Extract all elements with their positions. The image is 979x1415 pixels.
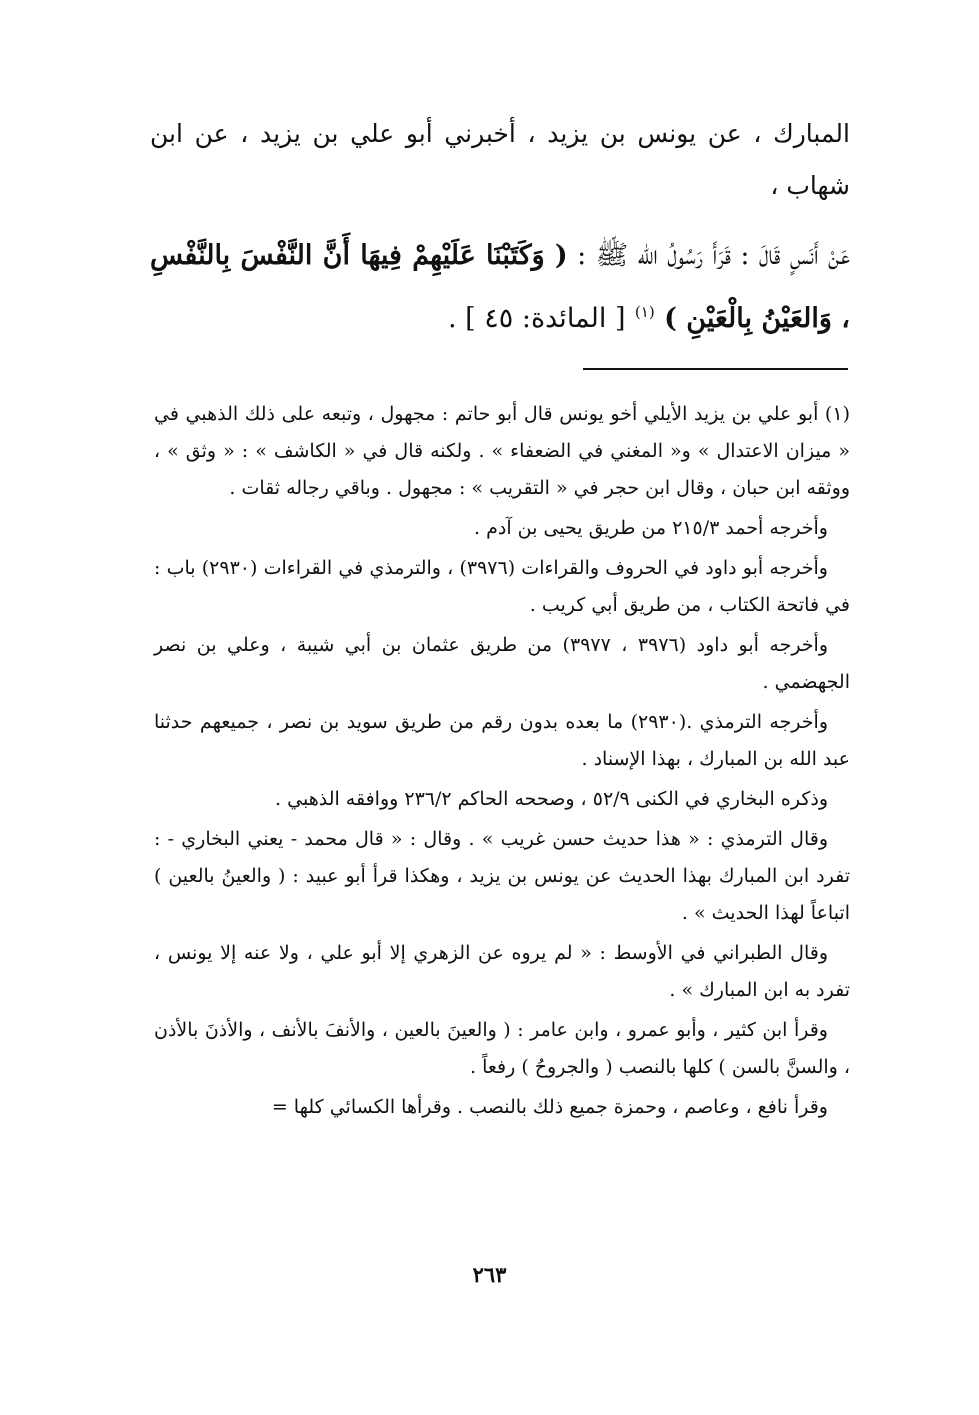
footnote-paragraph: (١) أبو علي بن يزيد الأيلي أخو يونس قال أبو حاتم : مجهول ، وتبعه على ذلك الذهبي في « ميزان الاعتدال » و« المغني في الضعفاء » . ولكنه قال في « الكاشف » : « وثق » ، ووثقه ابن حبان ، وقال ابن حجر في « التقريب » : مجهول . وباقي رجاله ثقات . — [154, 403, 850, 499]
footnote-paragraph: وقال الترمذي : « هذا حديث حسن غريب » . وقال : « قال محمد - يعني البخاري - : تفرد ابن المبارك بهذا الحديث عن يونس بن يزيد ، وهكذا قرأ أبو عبيد : ( والعينُ بالعين ) اتباعاً لهذا الحديث » . — [154, 828, 850, 924]
footnote-paragraph: وقال الطبراني في الأوسط : « لم يروه عن الزهري إلا أبو علي ، ولا عنه إلا يونس ، تفرد به ابن المبارك » . — [154, 942, 850, 1001]
isnad-paragraph — [150, 108, 850, 212]
hadith-paragraph — [150, 228, 850, 347]
footnote-paragraph: وأخرجه أبو داود في الحروف والقراءات (٣٩٧٦) ، والترمذي في القراءات (٢٩٣٠) باب : في فاتحة الكتاب ، من طريق أبي كريب . — [154, 557, 850, 616]
footnote-paragraph: وأخرجه الترمذي .(٢٩٣٠) ما بعده بدون رقم من طريق سويد بن نصر ، جميعهم حدثنا عبد الله بن المبارك ، بهذا الإسناد . — [154, 711, 850, 770]
footnote-marker: (١) — [634, 303, 655, 321]
footnote-paragraph: وأخرجه أحمد ٢١٥/٣ من طريق يحيى بن آدم . — [474, 517, 828, 539]
footnote-paragraph: وذكره البخاري في الكنى ٥٢/٩ ، وصححه الحاكم ٢٣٦/٢ ووافقه الذهبي . — [275, 788, 828, 810]
footnote-paragraph: وقرأ ابن كثير ، وأبو عمرو ، وابن عامر : ( والعينَ بالعين ، والأنفَ بالأنف ، والأذنَ بالأذن ، والسنَّ بالسن ) كلها بالنصب ( والجروحُ ) رفعاً . — [154, 1019, 850, 1078]
footnote-paragraph: وأخرجه أبو داود (٣٩٧٦ ، ٣٩٧٧) من طريق عثمان بن أبي شيبة ، وعلي بن نصر الجهضمي . — [154, 634, 850, 693]
isnad-text: المبارك ، عن يونس بن يزيد ، أخبرني أبو علي بن يزيد ، عن ابن شهاب ، — [150, 119, 850, 200]
footnote-divider — [583, 368, 848, 370]
hadith-verse: ( وَكَتَبْنَا عَلَيْهِمْ فِيهَا أَنَّ النَّفْسَ بِالنَّفْسِ ، وَالعَيْنُ بِالْعَيْنِ ) — [150, 240, 850, 334]
footnote-paragraph: وقرأ نافع ، وعاصم ، وحمزة جميع ذلك بالنصب . وقرأها الكسائي كلها = — [271, 1096, 828, 1118]
footnotes-section — [154, 396, 850, 1129]
page-number: ٢٦٣ — [472, 1262, 507, 1287]
hadith-narrator: عَنْ أَنَسٍ قَالَ : قَرَأَ رَسُولُ الله ﷺ : — [567, 240, 850, 271]
surah-reference: [ المائدة: ٤٥ ] . — [448, 303, 626, 334]
